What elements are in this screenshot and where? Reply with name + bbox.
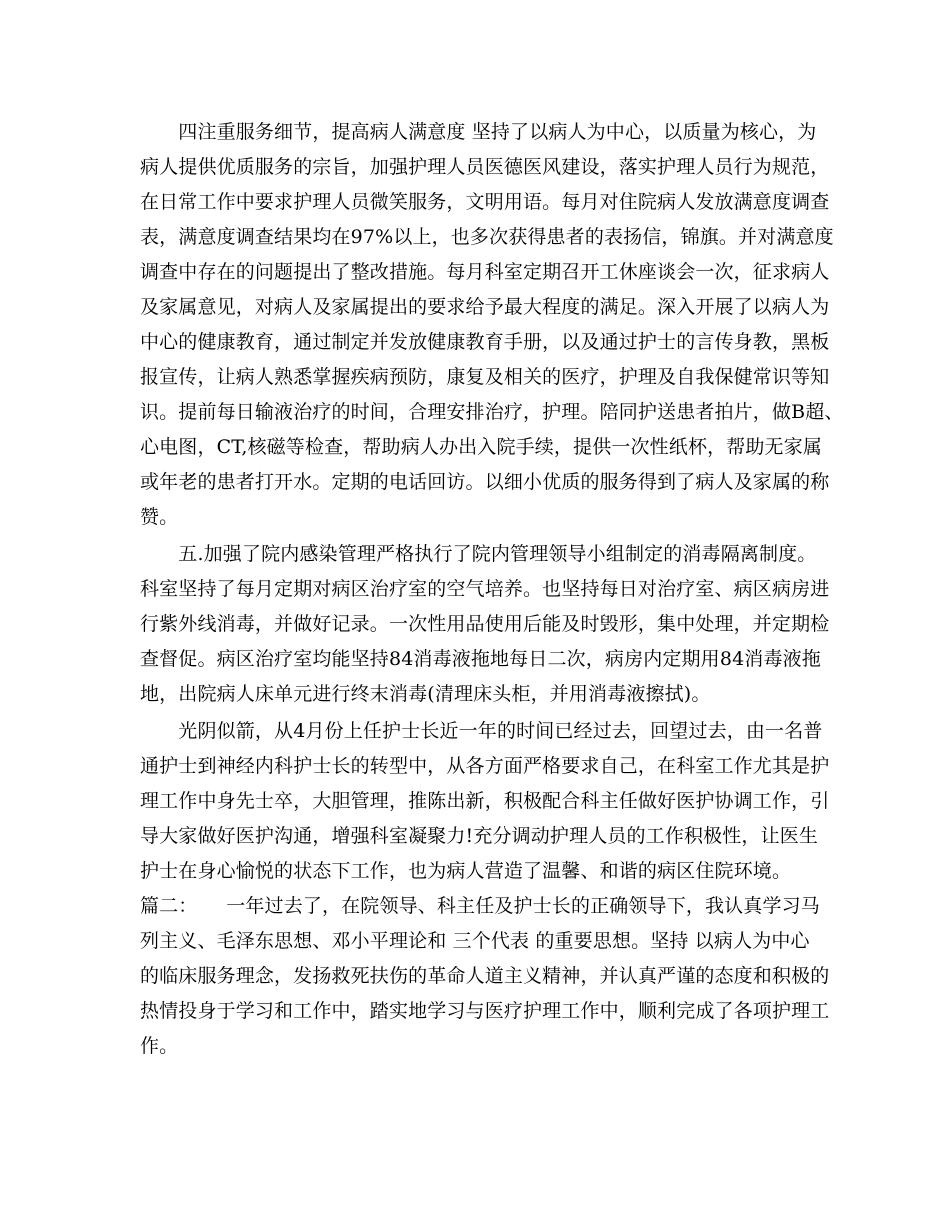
text-line: 赞。 <box>140 506 179 528</box>
text-line: 病人提供优质服务的宗旨，加强护理人员医德医风建设，落实护理人员行为规范， <box>140 156 830 178</box>
text-line: 四注重服务细节，提高病人满意度 坚持了以病人为中心，以质量为核心，为 <box>140 121 817 143</box>
text-line: 表，满意度调查结果均在97%以上，也多次获得患者的表扬信，锦旗。并对满意度 <box>140 226 834 248</box>
text-line: 识。提前每日输液治疗的时间，合理安排治疗，护理。陪同护送患者拍片，做B超、 <box>140 401 844 423</box>
text-line: 护士在身心愉悦的状态下工作，也为病人营造了温馨、和谐的病区住院环境。 <box>140 860 792 882</box>
text-line: 报宣传，让病人熟悉掌握疾病预防，康复及相关的医疗，护理及自我保健常识等知 <box>140 366 830 388</box>
text-line: 五.加强了院内感染管理严格执行了院内管理领导小组制定的消毒隔离制度。 <box>140 543 817 565</box>
text-line: 心电图，CT,核磁等检查，帮助病人办出入院手续，提供一次性纸杯，帮助无家属 <box>140 436 823 458</box>
text-line: 热情投身于学习和工作中，踏实地学习与医疗护理工作中，顺利完成了各项护理工 <box>140 1000 830 1022</box>
text-line: 理工作中身先士卒，大胆管理，推陈出新，积极配合科主任做好医护协调工作，引 <box>140 790 830 812</box>
text-line: 地，出院病人床单元进行终末消毒(清理床头柜，并用消毒液擦拭)。 <box>140 683 711 705</box>
text-line: 调查中存在的问题提出了整改措施。每月科室定期召开工休座谈会一次，征求病人 <box>140 261 830 283</box>
text-line: 及家属意见，对病人及家属提出的要求给予最大程度的满足。深入开展了以病人为 <box>140 296 830 318</box>
text-line: 作。 <box>140 1035 179 1057</box>
text-line: 行紫外线消毒，并做好记录。一次性用品使用后能及时毁形，集中处理，并定期检 <box>140 613 830 635</box>
text-line: 在日常工作中要求护理人员微笑服务，文明用语。每月对住院病人发放满意度调查 <box>140 191 830 213</box>
text-line: 或年老的患者打开水。定期的电话回访。以细小优质的服务得到了病人及家属的称 <box>140 471 830 493</box>
text-line: 的临床服务理念，发扬救死扶伤的革命人道主义精神，并认真严谨的态度和积极的 <box>140 965 830 987</box>
text-line: 列主义、毛泽东思想、邓小平理论和 三个代表 的重要思想。坚持 以病人为中心 <box>140 930 810 952</box>
text-line: 导大家做好医护沟通，增强科室凝聚力!充分调动护理人员的工作积极性，让医生 <box>140 825 819 847</box>
text-line: 科室坚持了每月定期对病区治疗室的空气培养。也坚持每日对治疗室、病区病房进 <box>140 578 830 600</box>
text-line: 篇二： 一年过去了，在院领导、科主任及护士长的正确领导下，我认真学习马 <box>140 895 820 917</box>
text-line: 通护士到神经内科护士长的转型中，从各方面严格要求自己，在科室工作尤其是护 <box>140 755 830 777</box>
text-line: 查督促。病区治疗室均能坚持84消毒液拖地每日二次，病房内定期用84消毒液拖 <box>140 648 821 670</box>
text-line: 中心的健康教育，通过制定并发放健康教育手册，以及通过护士的言传身教，黑板 <box>140 331 830 353</box>
text-line: 光阴似箭，从4月份上任护士长近一年的时间已经过去，回望过去，由一名普 <box>140 720 823 742</box>
